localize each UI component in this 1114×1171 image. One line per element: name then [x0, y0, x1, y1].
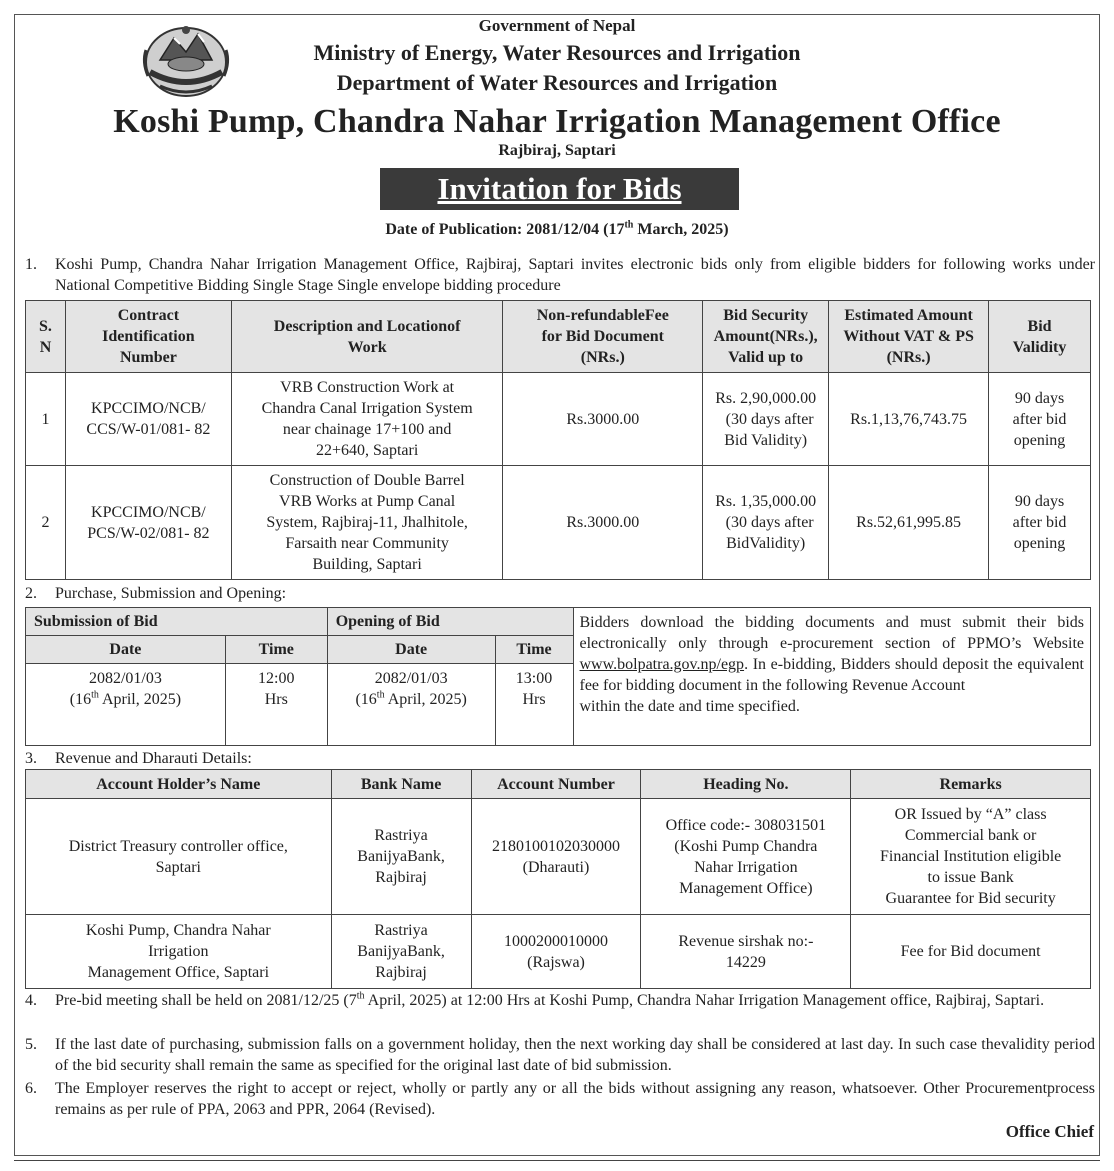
- header-bid-security: Bid Security Amount(NRs.), Valid up to: [703, 301, 829, 373]
- works-header-row: [26, 301, 1091, 373]
- bottom-divider: [14, 1160, 1100, 1161]
- bidding-instructions: Bidders download the bidding documents and must submit their bids electronically only through e-procurement section of PPMO’s Website www.bolpatra.gov.np/egp. In e-bidding, Bidders should deposit the equivalent fee for bidding document in the following Revenue Account within the date and time specified.: [573, 608, 1091, 746]
- table-row: District Treasury controller office, Saptari Rastriya BanijyaBank, Rajbiraj 2180100102030000 (Dharauti) Office code:- 308031501 (Koshi Pump Chandra Nahar Irrigation Management Office) OR Issued by “A” class Commercial bank or Financial Institution eligible to issue Bank Guarantee for Bid security: [26, 799, 1091, 915]
- item-5: 5. If the last date of purchasing, submission falls on a government holiday, then the next working day shall be considered at last day. In such case thevalidity period of the bid security shall remain the same as specified for the original last date of bid submission.: [25, 1036, 1095, 1074]
- signature-office-chief: Office Chief: [1005, 1122, 1094, 1141]
- table-row: Koshi Pump, Chandra Nahar Irrigation Management Office, Saptari Rastriya BanijyaBank, Rajbiraj 1000200010000 (Rajswa) Revenue sirshak no:- 14229 Fee for Bid document: [26, 915, 1091, 989]
- item-1: 1. Koshi Pump, Chandra Nahar Irrigation Management Office, Rajbiraj, Saptari invites electronic bids only from eligible bidders for following works under National Competitive Bidding Single Stage Single envelope bidding procedure: [25, 256, 1095, 294]
- revenue-header-row: Account Holder’s Name Bank Name Account Number Heading No. Remarks: [26, 770, 1091, 799]
- schedule-subheader-row: Date Time Date Time: [26, 636, 1091, 664]
- publication-date: Date of Publication: 2081/12/04 (17th March, 2025): [385, 219, 729, 238]
- header-estimated-amount: Estimated Amount Without VAT & PS (NRs.): [829, 301, 989, 373]
- department-title: Department of Water Resources and Irrigation: [336, 70, 778, 95]
- header-description: Description and Locationof Work: [231, 301, 503, 373]
- schedule-header-row: Submission of Bid Opening of Bid Bidders download the bidding documents and must submit their bids electronically only through e-procurement section of PPMO’s Website www.bolpatra.gov.np/egp. In e-bidding, Bidders should deposit the equivalent fee for bidding document in the following Revenue Account within the date and time specified.: [26, 608, 1091, 636]
- notice-title: Invitation for Bids: [380, 168, 739, 210]
- header-contract-id: Contract Identification Number: [65, 301, 231, 373]
- table-row: 2 KPCCIMO/NCB/ PCS/W-02/081- 82 Construction of Double Barrel VRB Works at Pump Canal System, Rajbiraj-11, Jhalhitole, Farsaith near Community Building, Saptari Rs.3000.00 Rs. 1,35,000.00 (30 days after BidValidity) Rs.52,61,995.85 90 days after bid opening: [26, 466, 1091, 580]
- government-title: Government of Nepal: [478, 16, 636, 35]
- item-2: 2. Purchase, Submission and Opening:: [25, 585, 287, 602]
- item-3: 3. Revenue and Dharauti Details:: [25, 750, 252, 767]
- header-bid-validity: Bid Validity: [989, 301, 1091, 373]
- office-title: Koshi Pump, Chandra Nahar Irrigation Management Office: [113, 103, 1001, 140]
- bolpatra-link[interactable]: www.bolpatra.gov.np/egp: [579, 656, 745, 673]
- office-location: Rajbiraj, Saptari: [498, 142, 616, 159]
- ministry-title: Ministry of Energy, Water Resources and Irrigation: [313, 40, 801, 65]
- header-sn: S. N: [26, 301, 66, 373]
- item-6: 6. The Employer reserves the right to accept or reject, wholly or partly any or all the bids without assigning any reason, whatsoever. Other Procurementprocess remains as per rule of PPA, 2063 and PPR, 2064 (Revised).: [25, 1080, 1095, 1118]
- item-4: 4. Pre-bid meeting shall be held on 2081/12/25 (7th April, 2025) at 12:00 Hrs at Koshi Pump, Chandra Nahar Irrigation Management office, Rajbiraj, Saptari.: [25, 990, 1045, 1009]
- schedule-table: [25, 607, 1091, 746]
- works-table: [25, 300, 1091, 580]
- header-fee: Non-refundableFee for Bid Document (NRs.): [503, 301, 703, 373]
- table-row: 2082/01/03 (16th April, 2025) 12:00 Hrs 2082/01/03 (16th April, 2025) 13:00 Hrs: [26, 664, 1091, 746]
- table-row: 1 KPCCIMO/NCB/ CCS/W-01/081- 82 VRB Construction Work at Chandra Canal Irrigation System near chainage 17+100 and 22+640, Saptari Rs.3000.00 Rs. 2,90,000.00 (30 days after Bid Validity) Rs.1,13,76,743.75 90 days after bid opening: [26, 373, 1091, 466]
- revenue-table: [25, 769, 1091, 989]
